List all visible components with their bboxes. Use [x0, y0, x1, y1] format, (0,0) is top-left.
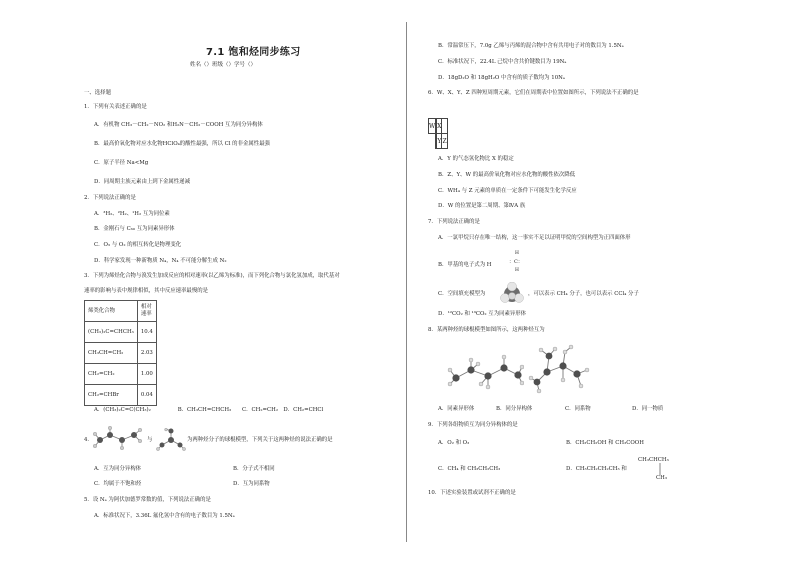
q7-option-c-suffix: ，可以表示 CH₄ 分子，也可以表示 CCl₄ 分子	[528, 291, 639, 297]
grid-cell	[442, 119, 447, 134]
q8-option-d: D．同一物质	[632, 406, 664, 412]
table-cell: CH₂=CH₂	[85, 364, 138, 385]
table-cell: CH₂=CHBr	[85, 385, 138, 406]
grid-cell: W	[429, 119, 436, 134]
q1-option-d: D．同周期主族元素由上到下金属性递减	[94, 179, 190, 185]
grid-row	[429, 104, 448, 119]
q9-option-c: C．CH₄ 和 CH₃CH₂CH₃	[438, 466, 501, 472]
q9-option-a: A．O₂ 和 O₃	[438, 440, 470, 446]
q8-stem: 8．某两种烃的球棍模型如图所示，这两种烃互为	[428, 327, 545, 333]
table-cell: 1.00	[137, 364, 156, 385]
isobutane-ball-stick-model	[156, 428, 186, 452]
q4-option-c: C．均属于不饱和烃	[94, 481, 142, 487]
q4-stem-prefix: 4．	[84, 437, 93, 443]
q4-stem-mid: 与	[147, 437, 153, 443]
table-header-row	[85, 301, 157, 322]
grid-cell: Y	[437, 134, 442, 149]
column-divider	[406, 22, 407, 542]
q7-option-a: A．一氯甲烷只存在唯一结构，这一事实不足以证明甲烷的空间构型为正四面体形	[438, 235, 631, 241]
grid-cell: X	[437, 119, 442, 134]
q1-option-b: B．最高价氧化物对应水化物HClO₄的酸性最强，所以 Cl 的非金属性最强	[94, 141, 270, 147]
grid-cell	[429, 134, 436, 149]
table-row	[85, 385, 157, 406]
alkene-rate-table	[84, 300, 157, 406]
q3-stem-line1: 3．下列为烯烃化合物与溴发生加成反应的相对速率(以乙烯为标准)，而下列化合物与氯化氢加成，取代基对	[84, 273, 340, 279]
q1-option-a: A．有机物 CH₃－CH₂－NO₂ 和H₂N－CH₂－COOH 互为同分异构体	[94, 122, 263, 128]
q6-option-a: A．Y 的气态氢化物比 X 的稳定	[438, 156, 514, 162]
q10-stem: 10．下述实验装置或试剂不正确的是	[428, 490, 516, 496]
grid-cell	[442, 104, 447, 119]
isobutane-bond-line	[659, 463, 663, 475]
q1-stem: 1．下列有关表述正确的是	[84, 104, 147, 110]
q4-option-a: A．互为同分异构体	[94, 466, 142, 472]
grid-row	[429, 119, 448, 134]
q3-options: A．(CH₃)₂C=C(CH₃)₂ B．CH₃CH=CHCH₃ C．CH₂=CH₂ D．CH₂=CHCl	[94, 407, 324, 413]
q9-option-d-prefix: D．CH₃CH₂CH₂CH₃ 和	[566, 466, 627, 472]
hydrocarbon-model-1	[446, 350, 524, 392]
isobutane-formula-top: CH₃CHCH₃	[638, 457, 669, 463]
q2-option-d: D．科学家发现一种新物质 N₄，N₄ 不可能分解生成 N₂	[94, 258, 227, 264]
table-header-cell: 相对速率	[137, 301, 156, 322]
table-row	[85, 343, 157, 364]
q8-option-a: A．同素异形体	[438, 406, 475, 412]
student-info-line: 姓名（）班级（）学号（）	[190, 62, 257, 68]
hydrocarbon-model-2	[527, 344, 593, 396]
q6-stem: 6．W、X、Y、Z 四种短周期元素，它们在周期表中位置如图所示，下列说法不正确的是	[428, 90, 639, 96]
table-cell: CH₃CH=CH₂	[85, 343, 138, 364]
q5-option-a: A．标准状况下，3.36L 氟化氢中含有的电子数目为 1.5Nₐ	[94, 513, 235, 519]
table-row	[85, 364, 157, 385]
table-header-cell: 烯类化合物	[85, 301, 138, 322]
q8-option-c: C．同系物	[565, 406, 591, 412]
table-cell: 2.03	[137, 343, 156, 364]
q5-option-d: D．18gD₂O 和 18gH₂O 中含有的质子数均为 10Nₐ	[438, 75, 565, 81]
q6-option-c: C．WH₄ 与 Z 元素的单质在一定条件下可能发生化学反应	[438, 188, 577, 194]
page-title: 7.1 饱和烃同步练习	[206, 47, 301, 58]
q8-option-b: B．同分异构体	[496, 406, 533, 412]
table-cell: (CH₃)₂C=CHCH₃	[85, 322, 138, 343]
q7-option-c-prefix: C．空间填充模型为	[438, 291, 486, 297]
grid-cell	[429, 104, 436, 119]
q9-option-b: B．CH₃CH₂OH 和 CH₃COOH	[566, 440, 644, 446]
q2-option-c: C．O₃ 与 O₂ 的相互转化是物理变化	[94, 242, 182, 248]
q1-option-c: C．原子半径 Na<Mg	[94, 160, 149, 166]
q4-option-d: D．互为同系物	[233, 481, 270, 487]
q4-stem-suffix: 为两种烃分子的球棍模型，下列关于这两种烃的说法正确的是	[187, 437, 333, 443]
grid-row	[429, 134, 448, 149]
q7-stem: 7．下列说法正确的是	[428, 219, 480, 225]
q5-option-b: B．常温常压下，7.0g 乙烯与丙烯的混合物中含有共用电子对的数目为 1.5Nₐ	[438, 43, 624, 49]
q6-option-b: B．Z、Y、W 的最高价氧化物对应水化物的酸性依次降低	[438, 172, 576, 178]
q5-stem: 5．设 Nₐ 为阿伏加德罗常数的值，下列说法正确的是	[84, 497, 211, 503]
table-cell: 0.04	[137, 385, 156, 406]
q9-stem: 9．下列各组物质互为同分异构体的是	[428, 422, 518, 428]
q5-option-c: C．标准状况下，22.4L 己烷中含共价键数目为 19Nₐ	[438, 59, 567, 65]
q7-option-b-prefix: B．甲基的电子式为 H	[438, 262, 492, 268]
isobutane-formula-bottom: CH₃	[656, 475, 667, 481]
section-heading: 一、选择题	[84, 90, 111, 96]
q2-option-b: B．金刚石与 C₆₀ 互为同素异形体	[94, 226, 175, 232]
butane-ball-stick-model	[92, 425, 144, 451]
q2-stem: 2．下列说法正确的是	[84, 195, 136, 201]
q3-stem-line2: 速率的影响与表中规律相似，其中反应速率最慢的是	[84, 288, 208, 294]
methyl-formula-mid: ：C：	[509, 259, 523, 265]
methyl-formula-bot: H	[515, 268, 519, 273]
q2-option-a: A．³H₂、²H₂、¹H₂ 互为同位素	[94, 211, 170, 217]
q6-option-d: D．W 的位置是第二周期、第ⅣA 族	[438, 203, 526, 209]
methyl-formula-top: H	[515, 251, 519, 256]
space-filling-model-image	[500, 282, 524, 306]
q4-option-b: B．分子式不相同	[233, 466, 275, 472]
table-cell: 10.4	[137, 322, 156, 343]
periodic-table-fragment	[428, 104, 448, 149]
grid-cell: Z	[442, 134, 447, 149]
table-row	[85, 322, 157, 343]
q7-option-d: D．¹²CO₂ 和 ¹³CO₂ 互为同素异形体	[438, 311, 527, 317]
